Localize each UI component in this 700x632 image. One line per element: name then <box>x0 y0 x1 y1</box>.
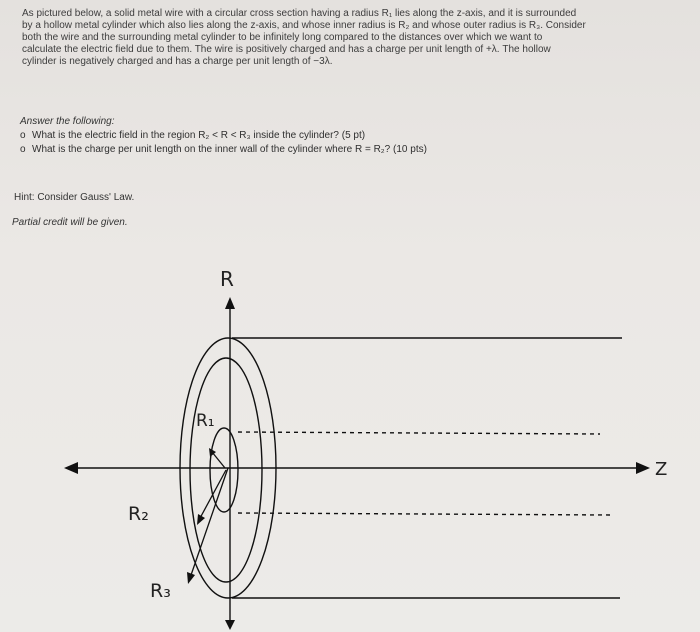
question-bullet: o <box>20 130 26 141</box>
partial-credit-note: Partial credit will be given. <box>12 217 128 228</box>
r-axis-label: R <box>220 267 234 291</box>
z-axis-label: Z <box>655 459 668 480</box>
answer-heading: Answer the following: <box>20 116 115 127</box>
r1-radius-arrow <box>212 452 225 468</box>
r2-label: R₂ <box>128 503 149 525</box>
intro-line: cylinder is negatively charged and has a charge per unit length of −3λ. <box>22 56 333 67</box>
r3-radius-arrow <box>190 468 228 578</box>
r1-label: R₁ <box>196 411 215 431</box>
hint-text: Hint: Consider Gauss' Law. <box>14 192 135 203</box>
question-bullet: o <box>20 144 26 155</box>
r3-label: R₃ <box>150 580 171 602</box>
intro-line: both the wire and the surrounding metal cylinder to be infinitely long compared to the distances over which we want to <box>22 32 543 43</box>
r3-arrowhead <box>187 572 195 584</box>
intro-line: by a hollow metal cylinder which also lies along the z-axis, and whose inner radius is R₂ and whose outer radius is R₃. Consider <box>22 20 586 31</box>
question-text: What is the electric field in the region R₂ < R < R₃ inside the cylinder? (5 pt) <box>32 130 366 141</box>
z-axis-arrow-right <box>636 462 650 474</box>
intro-line: As pictured below, a solid metal wire with a circular cross section having a radius R₁ lies along the z-axis, and it is surrounded <box>22 8 577 19</box>
wire-top-dashed-edge <box>238 432 600 434</box>
r-axis-arrow-down <box>225 620 235 630</box>
intro-line: calculate the electric field due to them. The wire is positively charged and has a charge per unit length of +λ. The hollow <box>22 44 551 55</box>
wire-bottom-dashed-edge <box>238 513 610 515</box>
z-axis-arrow-left <box>64 462 78 474</box>
wire-ellipse-r1 <box>210 428 238 512</box>
question-text: What is the charge per unit length on the inner wall of the cylinder where R = R₂? (10 pts) <box>32 144 427 155</box>
r-axis-arrow-up <box>225 297 235 309</box>
